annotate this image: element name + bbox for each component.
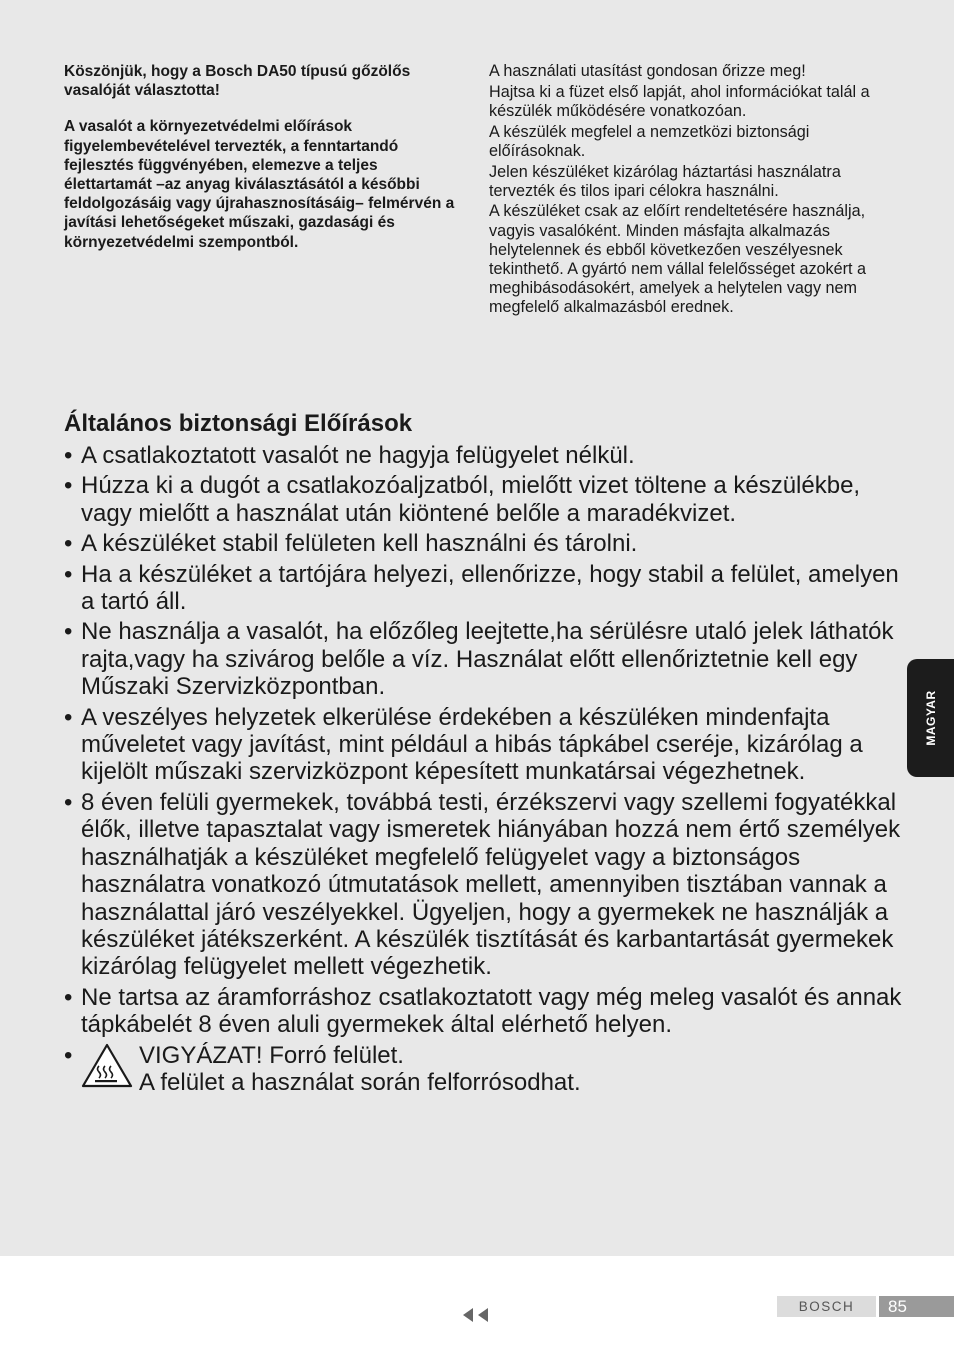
- warning-item: [64, 1042, 904, 1097]
- bullet: •: [64, 530, 73, 558]
- list-item-text: Húzza ki a dugót a csatlakozóaljzatból, mielőtt vizet töltene a készülékbe, vagy mielőtt a használat után kiöntené belőle a maradékvizet.: [81, 472, 861, 527]
- warning-title: VIGYÁZAT! Forró felület.: [139, 1041, 404, 1069]
- list-item-text: A csatlakoztatott vasalót ne hagyja felügyelet nélkül.: [81, 442, 635, 469]
- warning-row: [81, 1042, 904, 1097]
- intro-right-paragraph: Jelen készüléket kizárólag háztartási használatra tervezték és tilos ipari célokra használni.: [489, 162, 841, 200]
- language-tab: [907, 659, 954, 777]
- safety-list: [64, 442, 904, 1099]
- list-item: [64, 618, 904, 700]
- list-item: [64, 704, 904, 786]
- bullet: •: [64, 703, 73, 731]
- bullet: •: [64, 560, 73, 588]
- hot-surface-icon: [81, 1042, 133, 1088]
- intro-right-paragraph: A készüléket csak az előírt rendeltetésére használja, vagyis vasalóként. Minden másfajta alkalmazás helytelennek és ebből következően veszélyesnek tekinthető. A gyártó nem vállal felelősséget azokért a meghibásodásokért, amelyek a helytelen vagy nem megfelelő alkalmazásból erednek.: [489, 202, 867, 317]
- safety-heading: Általános biztonsági Előírások: [64, 410, 413, 437]
- page-number: 85: [879, 1296, 954, 1317]
- list-item: [64, 472, 904, 527]
- bullet: •: [64, 1041, 73, 1069]
- intro-right-paragraph: A használati utasítást gondosan őrizze meg!: [489, 62, 806, 80]
- brand-label: BOSCH: [777, 1296, 876, 1317]
- list-item-text: 8 éven felüli gyermekek, továbbá testi, érzékszervi vagy szellemi fogyatékkal élők, illetve tapasztalat vagy ismeretek hiányában hozzá nem értő személyek használhatják a készüléket megfelelő felügyelet vagy a biztonságos használatra vonatkozó útmutatások mellett, amennyiben tisztában vannak a használattal járó veszélyekkel. Ügyeljen, hogy a gyermekek ne használják a készüléket játékszerként. A készülék tisztítását és karbantartását gyermekek kizárólag felügyelet mellett végezhetik.: [81, 788, 901, 981]
- bullet: •: [64, 618, 73, 646]
- list-item-text: A készüléket stabil felületen kell használni és tárolni.: [81, 530, 638, 558]
- warning-text: [139, 1042, 581, 1097]
- list-item: [64, 561, 904, 616]
- list-item-text: Ha a készüléket a tartójára helyezi, ellenőrizze, hogy stabil a felület, amelyen a tartó áll.: [81, 560, 899, 616]
- list-item: [64, 442, 904, 469]
- list-item-text: Ne használja a vasalót, ha előzőleg leejtette,ha sérülésre utaló jelek láthatók rajta,vagy ha szivárog belőle a víz. Használat előtt ellenőriztetnie kell egy Műszaki Szervizközpontban.: [81, 618, 894, 701]
- language-tab-label: MAGYAR: [923, 690, 938, 746]
- environment-text: A vasalót a környezetvédelmi előírások figyelembevételével tervezték, a fenntartandó fejlesztés függvényében, elemezve a teljes élettartamát –az anyag kiválasztásától a későbbi feldolgozásáig vagy újrahasznosításáig– felmérvén a javítási lehetőségeket műszaki, gazdasági és környezetvédelmi szempontból.: [64, 118, 455, 251]
- bullet: •: [64, 472, 73, 500]
- list-item: [64, 984, 904, 1039]
- intro-right-column: [489, 62, 899, 319]
- warning-description: A felület a használat során felforrósodhat.: [139, 1068, 581, 1096]
- intro-right-paragraph: Hajtsa ki a füzet első lapját, ahol információkat talál a készülék működésére vonatkozóan.: [489, 82, 870, 120]
- list-item-text: Ne tartsa az áramforráshoz csatlakoztatott vagy még meleg vasalót és annak tápkábelét 8 éven aluli gyermekek által elérhető helyen.: [81, 983, 902, 1039]
- list-item: [64, 789, 904, 981]
- intro-left-column: [64, 62, 459, 269]
- list-item: [64, 530, 904, 557]
- double-left-arrow-icon[interactable]: [462, 1306, 492, 1324]
- intro-right-paragraph: A készülék megfelel a nemzetközi biztonsági előírásoknak.: [489, 122, 810, 160]
- bullet: •: [64, 788, 73, 816]
- list-item-text: A veszélyes helyzetek elkerülése érdekében a készüléken mindenfajta műveletet vagy javítást, mint például a hibás tápkábel cseréje, kizárólag a kijelölt műszaki szervizközpont képesített munkatársai végezhetnek.: [81, 703, 863, 786]
- bullet: •: [64, 983, 73, 1011]
- thank-you-text: Köszönjük, hogy a Bosch DA50 típusú gőzölős vasalóját választotta!: [64, 63, 411, 100]
- bullet: •: [64, 442, 73, 469]
